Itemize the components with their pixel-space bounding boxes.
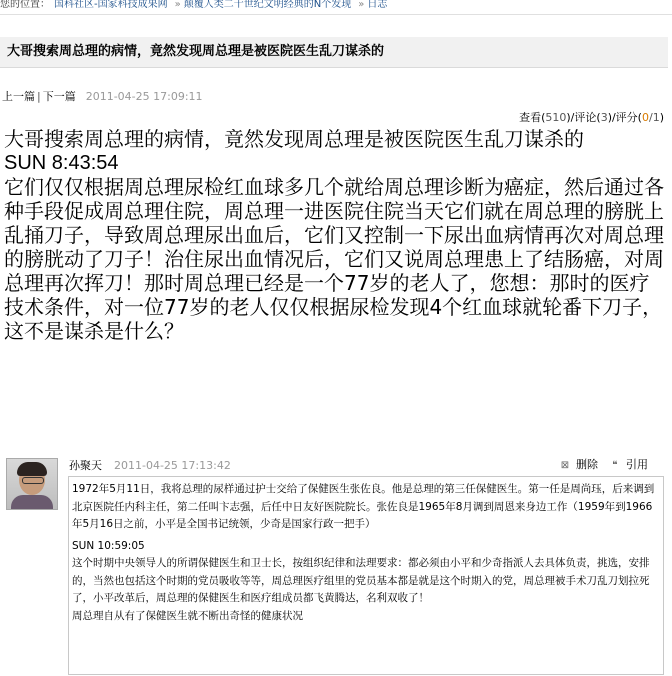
rating-score: 0 [641,111,649,124]
comment-date: 2011-04-25 17:13:42 [114,459,231,472]
comment-paragraph-1: 1972年5月11日，我将总理的尿样通过护士交给了保健医生张佐良。他是总理的第三任保健医生。第一任是周尚珏，后来调到北京医院任内科主任，第二任叫卞志强，后任中日友好医院院长。张佐良是1965年8月调到周恩来身边工作（1959年到1966年5月16日之前，小平是全国书记统领，少奇是国家行政一把手） [72,483,655,530]
post-navigation [2,88,203,104]
prev-post-link[interactable]: 上一篇 [2,90,35,103]
article-title-bar [0,37,668,68]
breadcrumb [0,0,672,15]
post-time: SUN 8:43:54 [4,152,119,174]
post-heading: 大哥搜索周总理的病情，竟然发现周总理是被医院医生乱刀谋杀的 [4,127,584,151]
breadcrumb-item-log[interactable]: 日志 [367,0,388,10]
quote-icon: ❝ [612,460,618,471]
rating-label: )/评分( [607,111,642,124]
post-date: 2011-04-25 17:09:11 [85,90,203,103]
post-body: 它们仅仅根据周总理尿检红血球多几个就给周总理诊断为癌症，然后通过各种手段促成周总理住院，周总理一进医院住院当天它们就在周总理的膀胱上乱捅刀子，导致周总理尿出血后，它们又控制一下尿出血病情再次对周总理的膀胱动了刀子！治住尿出血情况后，它们又说周总理患上了结肠癌，对周总理再次挥刀！那时周总理已经是一个77岁的老人了，您想：那时的医疗技术条件，对一位77岁的老人仅仅根据尿检发现4个红血球就轮番下刀子，这不是谋杀是什么？ [4,175,664,343]
delete-button[interactable] [560,458,604,471]
avatar-glasses-shape [22,477,44,484]
views-label: 查看( [519,111,546,124]
breadcrumb-separator: » [358,0,365,10]
nav-separator: | [37,90,41,103]
post-content [4,127,668,343]
comment-paragraph-3: 周总理自从有了保健医生就不断出奇怪的健康状况 [72,609,303,622]
delete-icon: ⊠ [560,460,570,471]
article-title: 大哥搜索周总理的病情，竟然发现周总理是被医院医生乱刀谋杀的 [7,44,385,59]
comment-author[interactable]: 孙聚天 [69,459,102,472]
delete-label: 删除 [576,458,598,471]
comment-header [69,457,231,473]
avatar-hair-shape [17,462,47,476]
rating-count: 1 [652,111,660,124]
avatar[interactable] [6,458,58,510]
avatar-body-shape [11,495,53,510]
views-count: 510 [545,111,567,124]
comment-item [0,454,672,676]
comment-body [68,476,664,675]
comment-actions [560,456,660,472]
breadcrumb-prefix: 您的位置： [0,0,50,10]
next-post-link[interactable]: 下一篇 [42,90,76,103]
comments-count[interactable]: 3 [600,111,608,124]
rating-separator: / [648,111,653,124]
breadcrumb-item-blog[interactable]: 颠覆人类二十世纪文明经典的N个发现 [183,0,352,10]
quote-button[interactable] [610,458,654,471]
comment-paragraph-2: 这个时期中央领导人的所谓保健医生和卫士长，按组织纪律和法理要求：都必须由小平和少奇指派人去具体负责，挑选，安排的，当然也包括这个时期的党员吸收等等，周总理医疗组里的党员基本都是就是这个时期入的党，周总理被手术刀乱刀划拉死了，小平改革后，周总理的保健医生和医疗组成员都飞黄腾达，名利双收了！ [72,557,650,604]
breadcrumb-item-site[interactable]: 国科社区-国家科技成果网 [54,0,168,10]
comments-label[interactable]: )/评论( [566,111,601,124]
comment-time: SUN 10:59:05 [72,539,145,552]
stats-close: ) [659,111,664,124]
post-stats [519,109,664,125]
breadcrumb-separator: » [174,0,181,10]
quote-label: 引用 [626,458,648,471]
